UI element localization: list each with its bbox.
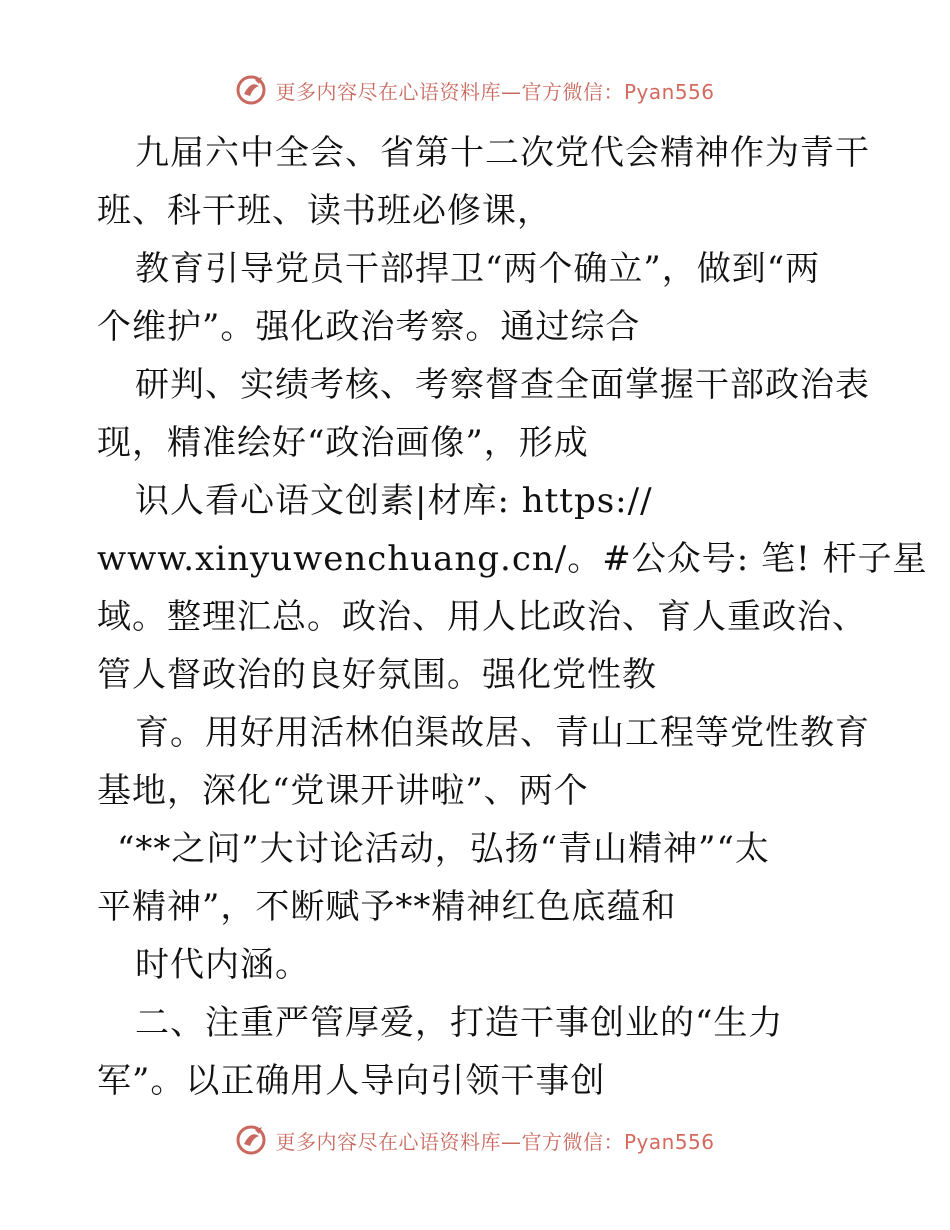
xinyu-seal-logo-icon bbox=[235, 1124, 267, 1156]
text-line-8: www.xinyuwenchuang.cn/。#公众号: 笔! 杆子星 bbox=[97, 539, 928, 579]
xinyu-seal-logo-icon bbox=[235, 74, 267, 106]
header-banner-text bbox=[275, 76, 714, 105]
text-line-14: 平精神”，不断赋予**精神红色底蕴和 bbox=[97, 887, 677, 927]
text-line-11: 育。用好用活林伯渠故居、青山工程等党性教育 bbox=[135, 713, 870, 753]
text-line-6: 现，精准绘好“政治画像”，形成 bbox=[97, 423, 589, 463]
footer-banner bbox=[0, 1120, 950, 1160]
footer-banner-wechat-id: Pyan556 bbox=[623, 1129, 715, 1154]
text-line-13: “**之问”大讨论活动，弘扬“青山精神”“太 bbox=[117, 829, 770, 869]
text-line-5: 研判、实绩考核、考察督查全面掌握干部政治表 bbox=[135, 365, 870, 405]
text-line-3: 教育引导党员干部捍卫“两个确立”，做到“两 bbox=[135, 249, 821, 289]
text-line-10: 管人督政治的良好氛围。强化党性教 bbox=[97, 655, 657, 695]
text-line-4: 个维护”。强化政治考察。通过综合 bbox=[97, 307, 641, 347]
text-line-15: 时代内涵。 bbox=[135, 945, 310, 985]
text-line-17: 军”。以正确用人导向引领干事创 bbox=[97, 1061, 606, 1101]
footer-banner-label: 更多内容尽在心语资料库—官方微信： bbox=[275, 1129, 624, 1154]
header-banner bbox=[0, 70, 950, 110]
text-line-9: 域。整理汇总。政治、用人比政治、育人重政治、 bbox=[97, 597, 867, 637]
text-line-16: 二、注重严管厚爱，打造干事创业的“生力 bbox=[135, 1003, 784, 1043]
text-line-2: 班、科干班、读书班必修课， bbox=[97, 191, 552, 231]
header-banner-wechat-id: Pyan556 bbox=[623, 79, 715, 104]
text-line-7: 识人看心语文创素|材库: https:// bbox=[135, 481, 653, 521]
document-body bbox=[97, 124, 928, 1110]
footer-banner-text bbox=[275, 1126, 714, 1155]
text-line-12: 基地，深化“党课开讲啦”、两个 bbox=[97, 771, 589, 811]
header-banner-label: 更多内容尽在心语资料库—官方微信： bbox=[275, 79, 624, 104]
text-line-1: 九届六中全会、省第十二次党代会精神作为青干 bbox=[135, 133, 870, 173]
